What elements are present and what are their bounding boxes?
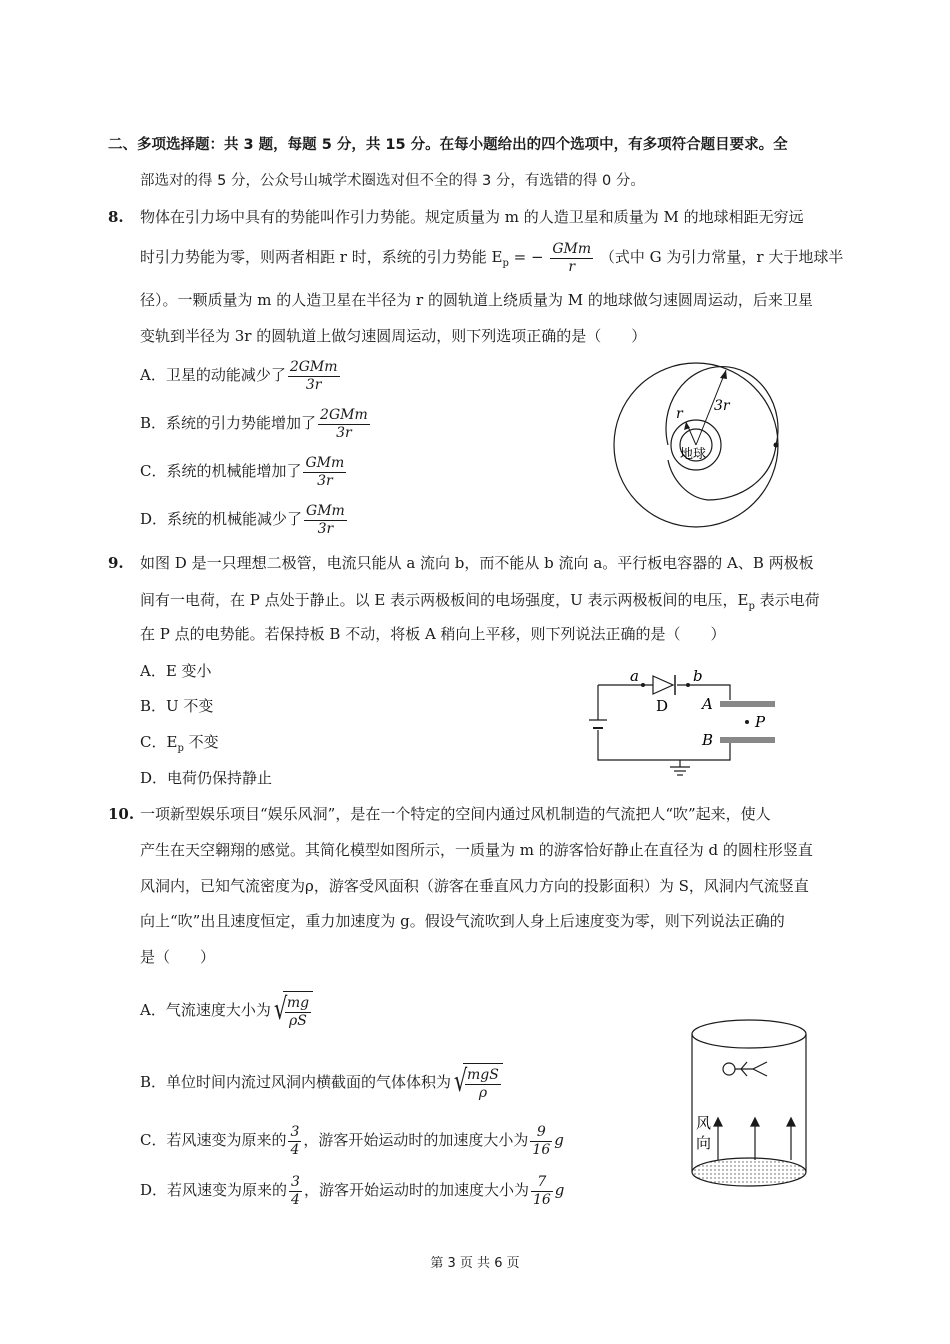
q8-frac-den: r <box>568 258 576 275</box>
q9-option-b[interactable]: B．U 不变 <box>140 697 214 715</box>
transfer-point <box>774 443 779 448</box>
person-icon <box>723 1062 767 1076</box>
q9-text-line2-a: 间有一电荷，在 P 点处于静止。以 E 表示两极板间的电场强度，U 表示两极板间的电压，E <box>140 591 749 609</box>
q10-option-a-num: mg <box>286 995 310 1011</box>
q10-option-d[interactable] <box>140 1172 564 1209</box>
q10-text-line2: 产生在天空翱翔的感觉。其简化模型如图所示，一质量为 m 的游客恰好静止在直径为 d 的圆柱形竖直 <box>140 841 813 859</box>
q10-option-c-frac1 <box>288 1124 301 1159</box>
q8-option-a-text: A．卫星的动能减少了 <box>140 366 286 384</box>
q9-option-c-a: C．E <box>140 733 178 751</box>
label-3r: 3r <box>714 398 730 414</box>
q10-option-c-tail: g <box>554 1131 564 1149</box>
q10-option-d-text: D．若风速变为原来的 <box>140 1181 288 1199</box>
q10-option-d-frac2 <box>531 1174 553 1209</box>
charge-point <box>745 720 749 724</box>
label-b: b <box>693 667 703 685</box>
q8-orbit-figure <box>610 350 850 530</box>
q8-number: 8. <box>108 208 124 226</box>
q10-option-b-frac <box>465 1067 501 1102</box>
q8-text-line3: 径）。一颗质量为 m 的人造卫星在半径为 r 的圆轨道上绕质量为 M 的地球做匀速圆周运动，后来卫星 <box>140 291 813 309</box>
label-plate-b: B <box>702 731 714 749</box>
q10-option-d-frac1 <box>289 1174 302 1209</box>
plate-a <box>720 701 775 707</box>
tunnel-top <box>692 1020 806 1048</box>
q9-circuit-figure <box>585 665 785 780</box>
section-title: 二、多项选择题：共 3 题，每题 5 分，共 15 分。在每小题给出的四个选项中，有多项符合题目要求。全 <box>108 137 788 153</box>
q10-option-d-mid: ，游客开始运动时的加速度大小为 <box>303 1181 529 1199</box>
q10-option-a-frac <box>285 995 311 1030</box>
q8-option-b[interactable] <box>140 406 372 442</box>
q8-option-d[interactable] <box>140 502 349 538</box>
q9-option-c-b: 不变 <box>183 733 219 751</box>
q9-text-line1: 如图 D 是一只理想二极管，电流只能从 a 流向 b，而不能从 b 流向 a。平行板电容器的 A、B 两极板 <box>140 554 814 572</box>
label-r: r <box>676 406 683 422</box>
q9-text-line3: 在 P 点的电势能。若保持板 B 不动，将板 A 稍向上平移，则下列说法正确的是（ ） <box>140 625 726 643</box>
label-plate-a: A <box>702 695 713 713</box>
q10-text-line3: 风洞内，已知气流密度为ρ，游客受风面积（游客在垂直风力方向的投影面积）为 S，风洞内气流竖直 <box>140 877 809 895</box>
sqrt-icon: √ <box>453 1063 468 1099</box>
sqrt-icon: √ <box>273 991 288 1027</box>
q10-option-d-f2den: 16 <box>532 1191 551 1208</box>
wind-label-2: 向 <box>696 1134 712 1152</box>
q8-option-c-den: 3r <box>317 472 333 489</box>
node-b <box>686 683 690 687</box>
q8-text-line4: 变轨到半径为 3r 的圆轨道上做匀速圆周运动，则下列选项正确的是（ ） <box>140 327 647 345</box>
q8-text-line2-b: （式中 G 为引力常量，r 大于地球半 <box>599 248 844 266</box>
transfer-orbit <box>666 367 778 500</box>
q10-number: 10. <box>108 805 135 823</box>
page-footer: 第 3 页 共 6 页 <box>430 1256 520 1271</box>
node-a <box>641 683 645 687</box>
q10-option-c-frac2 <box>530 1124 552 1159</box>
q10-option-c-f1den: 4 <box>290 1141 300 1158</box>
q10-option-b[interactable] <box>140 1062 503 1104</box>
q10-option-b-sqrt <box>451 1063 503 1104</box>
q9-ep-sub: p <box>748 601 755 612</box>
q9-number: 9. <box>108 554 124 572</box>
q10-option-a-sqrt <box>271 991 313 1032</box>
q10-wind-tunnel-figure <box>685 1012 815 1192</box>
q10-option-c-f2den: 16 <box>532 1141 551 1158</box>
q10-option-d-f2num: 7 <box>531 1174 553 1192</box>
q10-text-line1: 一项新型娱乐项目“娱乐风洞”，是在一个特定的空间内通过风机制造的气流把人“吹”起来，使人 <box>140 805 771 823</box>
q10-option-c-f1num: 3 <box>290 1123 300 1140</box>
q10-option-b-den: ρ <box>478 1085 488 1101</box>
q9-option-c-sub: p <box>177 743 184 754</box>
q9-option-c[interactable] <box>140 732 219 759</box>
q8-frac-num: GMm <box>552 240 592 257</box>
q10-option-d-tail: g <box>554 1181 565 1199</box>
q8-option-d-text: D．系统的机械能减少了 <box>140 510 303 528</box>
q10-option-b-text: B．单位时间内流过风洞内横截面的气体体积为 <box>140 1073 452 1091</box>
label-earth: 地球 <box>680 447 707 462</box>
q10-option-c-mid: ，游客开始运动时的加速度大小为 <box>303 1131 529 1149</box>
q8-potential-fraction <box>550 241 593 276</box>
q8-eq: = − <box>508 248 544 266</box>
q10-text-line5: 是（ ） <box>140 948 216 966</box>
q8-option-a[interactable] <box>140 358 342 394</box>
wind-arrows <box>714 1118 795 1160</box>
q10-option-c[interactable] <box>140 1122 564 1159</box>
q8-ep-sub: p <box>502 258 509 269</box>
q8-option-c-num: GMm <box>305 454 345 471</box>
q8-option-b-text: B．系统的引力势能增加了 <box>140 414 317 432</box>
q10-option-c-f2num: 9 <box>530 1124 552 1142</box>
q10-option-b-num: mgS <box>467 1067 499 1083</box>
tunnel-base <box>692 1158 806 1186</box>
q8-option-b-num: 2GMm <box>320 406 368 423</box>
label-diode: D <box>656 697 669 715</box>
q10-option-a-den: ρS <box>289 1013 307 1029</box>
radius-3r-arrow <box>720 370 727 379</box>
q8-text-line2-a: 时引力势能为零，则两者相距 r 时，系统的引力势能 E <box>140 248 503 266</box>
q8-option-d-frac <box>304 503 347 538</box>
q8-option-c[interactable] <box>140 454 348 490</box>
diode-icon <box>653 676 673 694</box>
q9-option-d[interactable]: D．电荷仍保持静止 <box>140 769 273 787</box>
q8-option-b-den: 3r <box>336 424 352 441</box>
q10-option-a-text: A．气流速度大小为 <box>140 1001 271 1019</box>
q9-text-line2 <box>140 590 820 617</box>
q8-text-line1: 物体在引力场中具有的势能叫作引力势能。规定质量为 m 的人造卫星和质量为 M 的地球相距无穷远 <box>140 208 804 226</box>
label-a: a <box>630 667 639 685</box>
q8-option-d-den: 3r <box>317 520 334 537</box>
section-title-cont: 部选对的得 5 分，公众号山城学术圈选对但不全的得 3 分，有选错的得 0 分。 <box>140 173 645 189</box>
q10-option-d-f1den: 4 <box>291 1191 300 1208</box>
q9-text-line2-b: 表示电荷 <box>754 591 820 609</box>
q10-option-c-text: C．若风速变为原来的 <box>140 1131 287 1149</box>
q10-option-a[interactable] <box>140 990 313 1032</box>
q8-option-d-num: GMm <box>306 502 345 519</box>
plate-b <box>720 737 775 743</box>
q8-option-a-frac <box>288 359 340 394</box>
q10-option-d-f1num: 3 <box>291 1173 300 1190</box>
q10-text-line4: 向上“吹”出且速度恒定，重力加速度为 g。假设气流吹到人身上后速度变为零，则下列说法正确的 <box>140 912 785 930</box>
q8-option-c-text: C．系统的机械能增加了 <box>140 462 302 480</box>
q8-text-line2 <box>140 240 843 281</box>
label-p: P <box>755 713 766 731</box>
q8-option-a-den: 3r <box>305 376 322 393</box>
q8-option-c-frac <box>303 455 346 490</box>
q8-option-a-num: 2GMm <box>289 358 338 375</box>
wind-label-1: 风 <box>696 1114 712 1132</box>
q8-option-b-frac <box>318 407 370 442</box>
q9-option-a[interactable]: A．E 变小 <box>140 662 212 680</box>
